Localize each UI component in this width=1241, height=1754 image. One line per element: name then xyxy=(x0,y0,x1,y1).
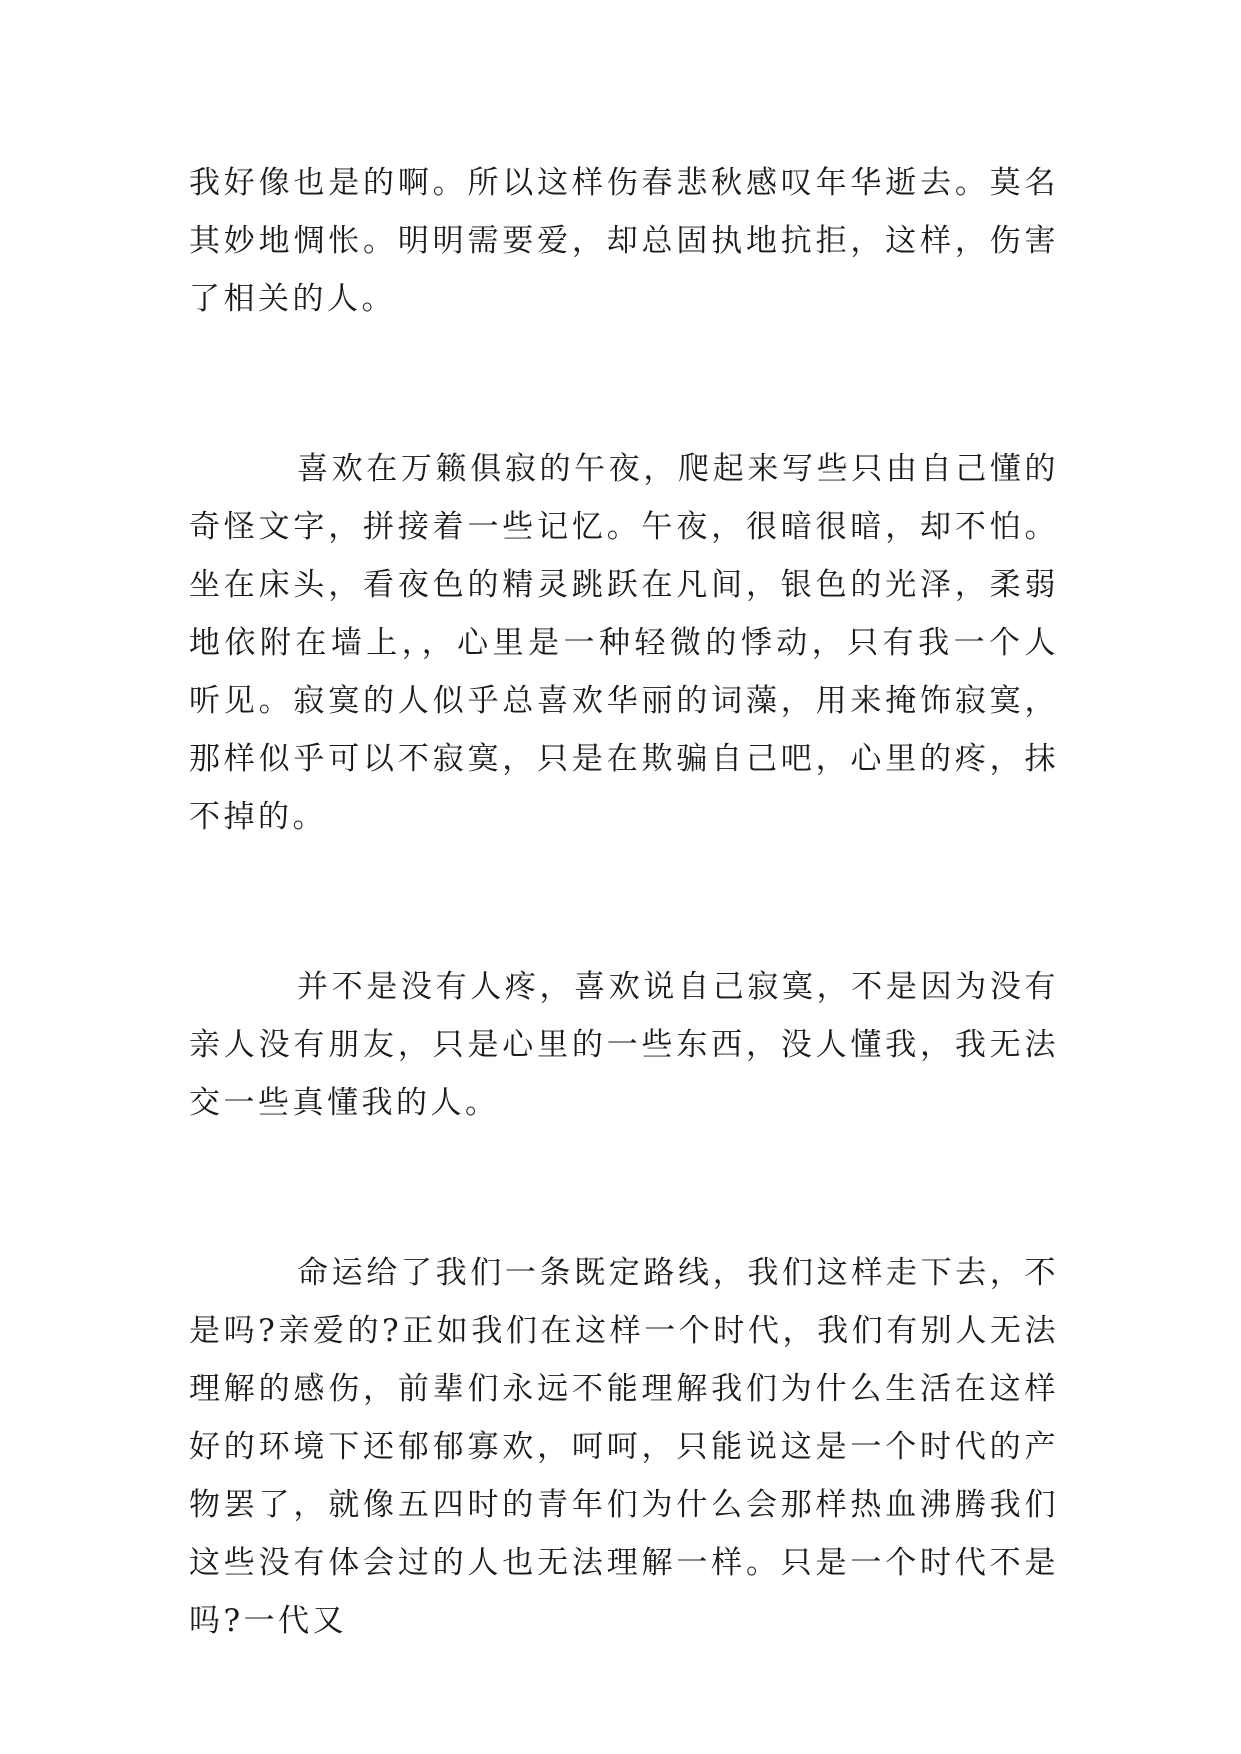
body-text xyxy=(189,154,1059,1650)
paragraph-1: 我好像也是的啊。所以这样伤春悲秋感叹年华逝去。莫名其妙地惆怅。明明需要爱，却总固执地抗拒，这样，伤害了相关的人。 xyxy=(189,165,1059,317)
paragraph-3: 并不是没有人疼，喜欢说自己寂寞，不是因为没有亲人没有朋友，只是心里的一些东西，没人懂我，我无法交一些真懂我的人。 xyxy=(189,969,1059,1121)
paragraph-2: 喜欢在万籁俱寂的午夜，爬起来写些只由自己懂的奇怪文字，拼接着一些记忆。午夜，很暗很暗，却不怕。坐在床头，看夜色的精灵跳跃在凡间，银色的光泽，柔弱地依附在墙上，，心里是一种轻微的悸动，只有我一个人听见。寂寞的人似乎总喜欢华丽的词藻，用来掩饰寂寞，那样似乎可以不寂寞，只是在欺骗自己吧，心里的疼，抹不掉的。 xyxy=(189,451,1059,835)
paragraph-4: 命运给了我们一条既定路线，我们这样走下去，不是吗?亲爱的?正如我们在这样一个时代，我们有别人无法理解的感伤，前辈们永远不能理解我们为什么生活在这样好的环境下还郁郁寡欢，呵呵，只能说这是一个时代的产物罢了，就像五四时的青年们为什么会那样热血沸腾我们这些没有体会过的人也无法理解一样。只是一个时代不是吗?一代又 xyxy=(189,1255,1059,1639)
